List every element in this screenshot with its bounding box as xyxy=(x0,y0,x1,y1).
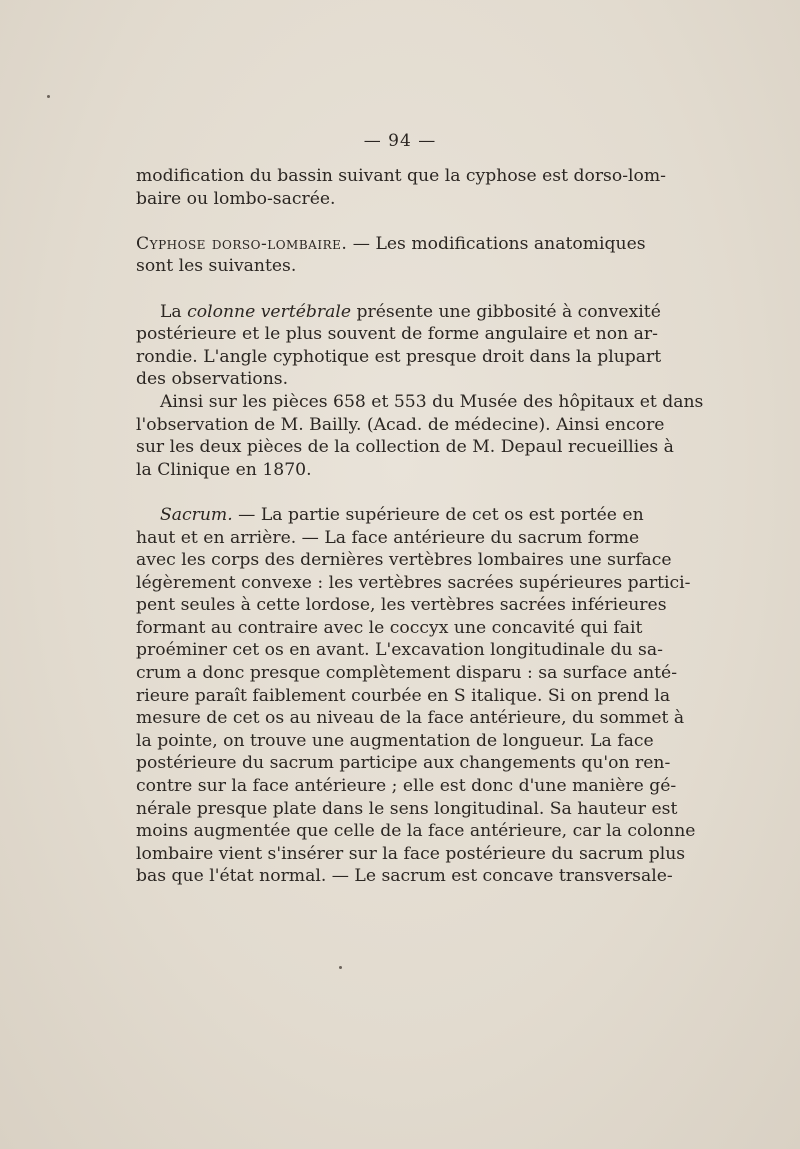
paper-speck xyxy=(47,95,50,98)
text-line: rondie. L'angle cyphotique est presque droit dans la plupart xyxy=(136,346,662,367)
text-line: l'observation de M. Bailly. (Acad. de médecine). Ainsi encore xyxy=(136,414,665,435)
text-fragment: La xyxy=(160,301,188,322)
text-fragment: — La partie supérieure de cet os est portée en xyxy=(232,504,644,525)
text-line: mesure de cet os au niveau de la face antérieure, du sommet à xyxy=(136,708,685,729)
text-fragment: — Les modifications anatomiques xyxy=(347,233,646,254)
text-line: proéminer cet os en avant. L'excavation longitudinale du sa- xyxy=(136,640,663,661)
text-line: pent seules à cette lordose, les vertèbres sacrées inférieures xyxy=(136,595,667,616)
paper-speck xyxy=(339,966,342,969)
text-line xyxy=(136,301,661,324)
text-line: sur les deux pièces de la collection de M. Depaul recueillies à xyxy=(136,437,674,458)
text-line: nérale presque plate dans le sens longitudinal. Sa hauteur est xyxy=(136,798,678,819)
text-line: la pointe, on trouve une augmentation de longueur. La face xyxy=(136,730,654,751)
text-line: contre sur la face antérieure ; elle est donc d'une manière gé- xyxy=(136,776,677,797)
text-line: sont les suivantes. xyxy=(136,256,297,277)
text-line: moins augmentée que celle de la face antérieure, car la colonne xyxy=(136,821,696,842)
text-fragment: présente une gibbosité à convexité xyxy=(351,301,661,322)
text-line: rieure paraît faiblement courbée en S italique. Si on prend la xyxy=(136,685,671,706)
text-line: modification du bassin suivant que la cyphose est dorso-lom- xyxy=(136,166,666,186)
italic-term: colonne vertébrale xyxy=(187,301,352,322)
text-line: Ainsi sur les pièces 658 et 553 du Musée des hôpitaux et dans xyxy=(160,391,704,412)
text-line: des observations. xyxy=(136,369,289,390)
text-line: formant au contraire avec le coccyx une concavité qui fait xyxy=(136,617,643,638)
text-line xyxy=(136,504,644,527)
text-line: baire ou lombo-sacrée. xyxy=(136,188,336,209)
text-line: la Clinique en 1870. xyxy=(136,459,312,480)
text-line: postérieure et le plus souvent de forme angulaire et non ar- xyxy=(136,324,658,345)
text-line: postérieure du sacrum participe aux changements qu'on ren- xyxy=(136,753,671,774)
heading-line xyxy=(136,233,646,256)
text-line: crum a donc presque complètement disparu : sa surface anté- xyxy=(136,663,678,684)
italic-term: Sacrum. xyxy=(160,504,233,525)
text-line: bas que l'état normal. — Le sacrum est concave transversale- xyxy=(136,866,673,887)
section-heading: Cyphose dorso-lombaire. xyxy=(136,233,348,254)
text-line: haut et en arrière. — La face antérieure du sacrum forme xyxy=(136,527,640,548)
text-line: lombaire vient s'insérer sur la face postérieure du sacrum plus xyxy=(136,843,686,864)
text-line: avec les corps des dernières vertèbres lombaires une surface xyxy=(136,550,672,571)
page-number: — 94 — xyxy=(363,131,437,151)
text-line: légèrement convexe : les vertèbres sacrées supérieures partici- xyxy=(136,572,691,593)
body-text xyxy=(136,165,704,888)
